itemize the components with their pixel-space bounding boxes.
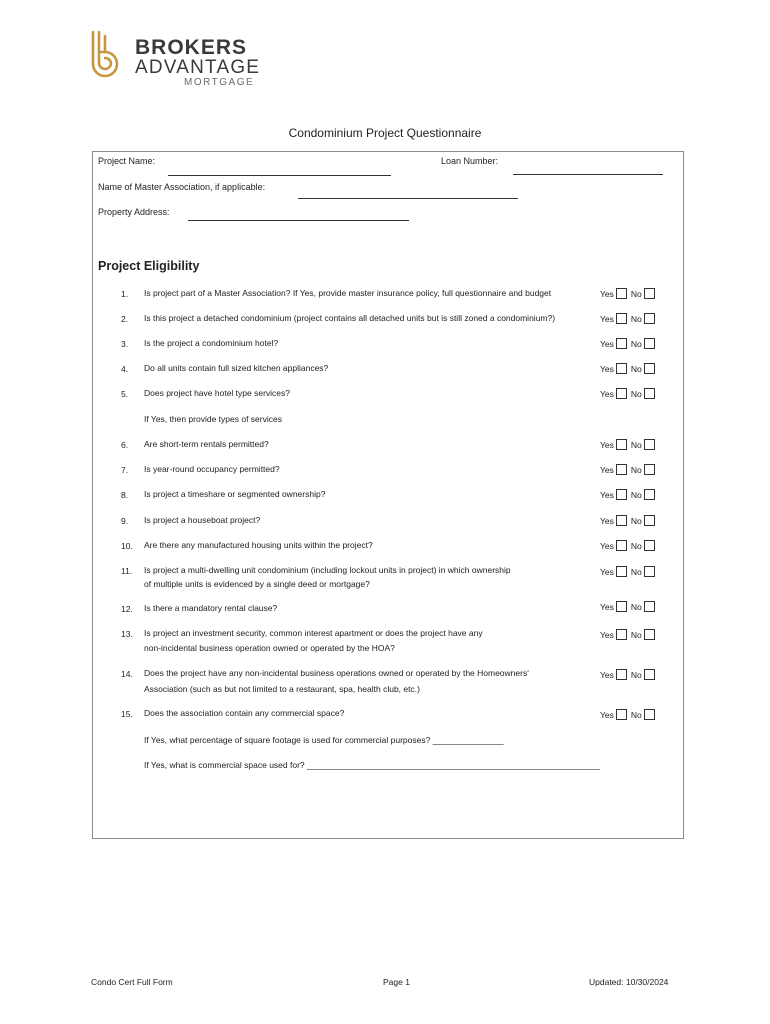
section-title: Project Eligibility — [98, 259, 200, 273]
no-label: No — [630, 629, 642, 640]
yes-no-choice — [600, 489, 659, 500]
yes-label: Yes — [600, 601, 614, 612]
yes-checkbox[interactable] — [616, 566, 627, 577]
no-label: No — [630, 313, 642, 324]
logo-text-brokers: BROKERS — [135, 36, 248, 59]
question-text: Is the project a condominium hotel? — [144, 338, 279, 348]
commercial-percentage-note[interactable]: If Yes, what percentage of square footage is used for commercial purposes? _______________ — [144, 735, 504, 745]
yes-checkbox[interactable] — [616, 601, 627, 612]
yes-checkbox[interactable] — [616, 669, 627, 680]
yes-label: Yes — [600, 669, 614, 680]
no-label: No — [630, 388, 642, 399]
question-number: 10. — [121, 541, 133, 551]
yes-no-choice — [600, 288, 659, 299]
yes-no-choice — [600, 629, 659, 640]
no-checkbox[interactable] — [644, 439, 655, 450]
question-text: Is year-round occupancy permitted? — [144, 464, 280, 474]
no-checkbox[interactable] — [644, 515, 655, 526]
no-label: No — [630, 566, 642, 577]
yes-label: Yes — [600, 464, 614, 475]
question-text: Is project a houseboat project? — [144, 515, 261, 525]
question-text: Does the association contain any commercial space? — [144, 708, 345, 718]
question-text: Is project a timeshare or segmented ownership? — [144, 489, 326, 499]
master-association-field[interactable] — [298, 198, 518, 199]
yes-label: Yes — [600, 388, 614, 399]
no-label: No — [630, 540, 642, 551]
yes-checkbox[interactable] — [616, 313, 627, 324]
yes-label: Yes — [600, 439, 614, 450]
yes-no-choice — [600, 313, 659, 324]
no-label: No — [630, 601, 642, 612]
no-checkbox[interactable] — [644, 338, 655, 349]
yes-checkbox[interactable] — [616, 363, 627, 374]
no-checkbox[interactable] — [644, 629, 655, 640]
logo-text-mortgage: MORTGAGE — [184, 77, 255, 88]
question-number: 7. — [121, 465, 129, 475]
question-number: 8. — [121, 490, 129, 500]
no-label: No — [630, 338, 642, 349]
question-number: 14. — [121, 669, 133, 679]
loan-number-label: Loan Number: — [441, 156, 499, 166]
no-label: No — [630, 288, 642, 299]
question-text: Is project an investment security, common interest apartment or does the project have any — [144, 628, 483, 638]
yes-checkbox[interactable] — [616, 288, 627, 299]
yes-checkbox[interactable] — [616, 338, 627, 349]
question-text: Is project a multi-dwelling unit condominium (including lockout units in project) in which ownership — [144, 565, 511, 575]
yes-no-choice — [600, 669, 659, 680]
logo-text-advantage: ADVANTAGE — [135, 57, 261, 78]
footer-updated-date: Updated: 10/30/2024 — [589, 977, 669, 987]
project-name-label: Project Name: — [98, 156, 156, 166]
no-label: No — [630, 515, 642, 526]
property-address-field[interactable] — [188, 220, 409, 221]
commercial-use-note[interactable]: If Yes, what is commercial space used for? ______________________________________________________________ — [144, 760, 601, 770]
yes-label: Yes — [600, 288, 614, 299]
footer-page-number: Page 1 — [383, 977, 410, 987]
question-text-continued: non-incidental business operation owned or operated by the HOA? — [144, 643, 395, 653]
no-checkbox[interactable] — [644, 388, 655, 399]
master-association-label: Name of Master Association, if applicable: — [98, 182, 266, 192]
no-label: No — [630, 709, 642, 720]
no-checkbox[interactable] — [644, 540, 655, 551]
question-text: Does project have hotel type services? — [144, 388, 290, 398]
yes-checkbox[interactable] — [616, 388, 627, 399]
yes-no-choice — [600, 439, 659, 450]
property-address-label: Property Address: — [98, 207, 170, 217]
yes-label: Yes — [600, 629, 614, 640]
no-label: No — [630, 489, 642, 500]
yes-no-choice — [600, 709, 659, 720]
no-checkbox[interactable] — [644, 489, 655, 500]
question-text: Is this project a detached condominium (project contains all detached units but is still zoned a condominium?) — [144, 313, 556, 323]
question-text: Does the project have any non-incidental business operations owned or operated by the Homeowners' — [144, 668, 529, 678]
question-number: 1. — [121, 289, 129, 299]
question-number: 12. — [121, 604, 133, 614]
yes-no-choice — [600, 464, 659, 475]
no-checkbox[interactable] — [644, 566, 655, 577]
brokers-advantage-logo — [90, 30, 260, 92]
no-label: No — [630, 464, 642, 475]
no-checkbox[interactable] — [644, 313, 655, 324]
question-number: 9. — [121, 516, 129, 526]
yes-no-choice — [600, 566, 659, 577]
question-text: Are short-term rentals permitted? — [144, 439, 269, 449]
question-number: 6. — [121, 440, 129, 450]
yes-no-choice — [600, 388, 659, 399]
no-label: No — [630, 669, 642, 680]
question-text: Is there a mandatory rental clause? — [144, 603, 278, 613]
no-checkbox[interactable] — [644, 669, 655, 680]
yes-no-choice — [600, 363, 659, 374]
question-number: 15. — [121, 709, 133, 719]
yes-label: Yes — [600, 566, 614, 577]
no-checkbox[interactable] — [644, 709, 655, 720]
question-text-continued: Association (such as but not limited to a restaurant, spa, health club, etc.) — [144, 684, 420, 694]
yes-checkbox[interactable] — [616, 464, 627, 475]
question-number: 3. — [121, 339, 129, 349]
no-checkbox[interactable] — [644, 363, 655, 374]
question-number: 5. — [121, 389, 129, 399]
hotel-services-note: If Yes, then provide types of services — [144, 414, 282, 424]
yes-checkbox[interactable] — [616, 515, 627, 526]
yes-label: Yes — [600, 363, 614, 374]
no-checkbox[interactable] — [644, 601, 655, 612]
document-title: Condominium Project Questionnaire — [288, 126, 482, 140]
yes-label: Yes — [600, 540, 614, 551]
question-number: 11. — [121, 566, 133, 576]
project-name-field[interactable] — [168, 175, 391, 176]
yes-label: Yes — [600, 313, 614, 324]
yes-no-choice — [600, 515, 659, 526]
yes-label: Yes — [600, 709, 614, 720]
yes-checkbox[interactable] — [616, 439, 627, 450]
yes-label: Yes — [600, 515, 614, 526]
yes-checkbox[interactable] — [616, 540, 627, 551]
logo-mark-icon — [90, 30, 130, 78]
yes-no-choice — [600, 540, 659, 551]
loan-number-field[interactable] — [513, 174, 663, 175]
yes-no-choice — [600, 338, 659, 349]
no-label: No — [630, 439, 642, 450]
question-text-continued: of multiple units is evidenced by a single deed or mortgage? — [144, 579, 370, 589]
question-number: 13. — [121, 629, 133, 639]
yes-no-choice — [600, 601, 659, 612]
question-text: Do all units contain full sized kitchen appliances? — [144, 363, 329, 373]
yes-checkbox[interactable] — [616, 709, 627, 720]
no-label: No — [630, 363, 642, 374]
yes-label: Yes — [600, 489, 614, 500]
yes-label: Yes — [600, 338, 614, 349]
yes-checkbox[interactable] — [616, 489, 627, 500]
question-number: 2. — [121, 314, 129, 324]
no-checkbox[interactable] — [644, 464, 655, 475]
question-number: 4. — [121, 364, 129, 374]
yes-checkbox[interactable] — [616, 629, 627, 640]
footer-form-name: Condo Cert Full Form — [91, 977, 173, 987]
no-checkbox[interactable] — [644, 288, 655, 299]
question-text: Is project part of a Master Association? If Yes, provide master insurance policy, full questionnaire and budget — [144, 288, 552, 298]
question-text: Are there any manufactured housing units within the project? — [144, 540, 373, 550]
